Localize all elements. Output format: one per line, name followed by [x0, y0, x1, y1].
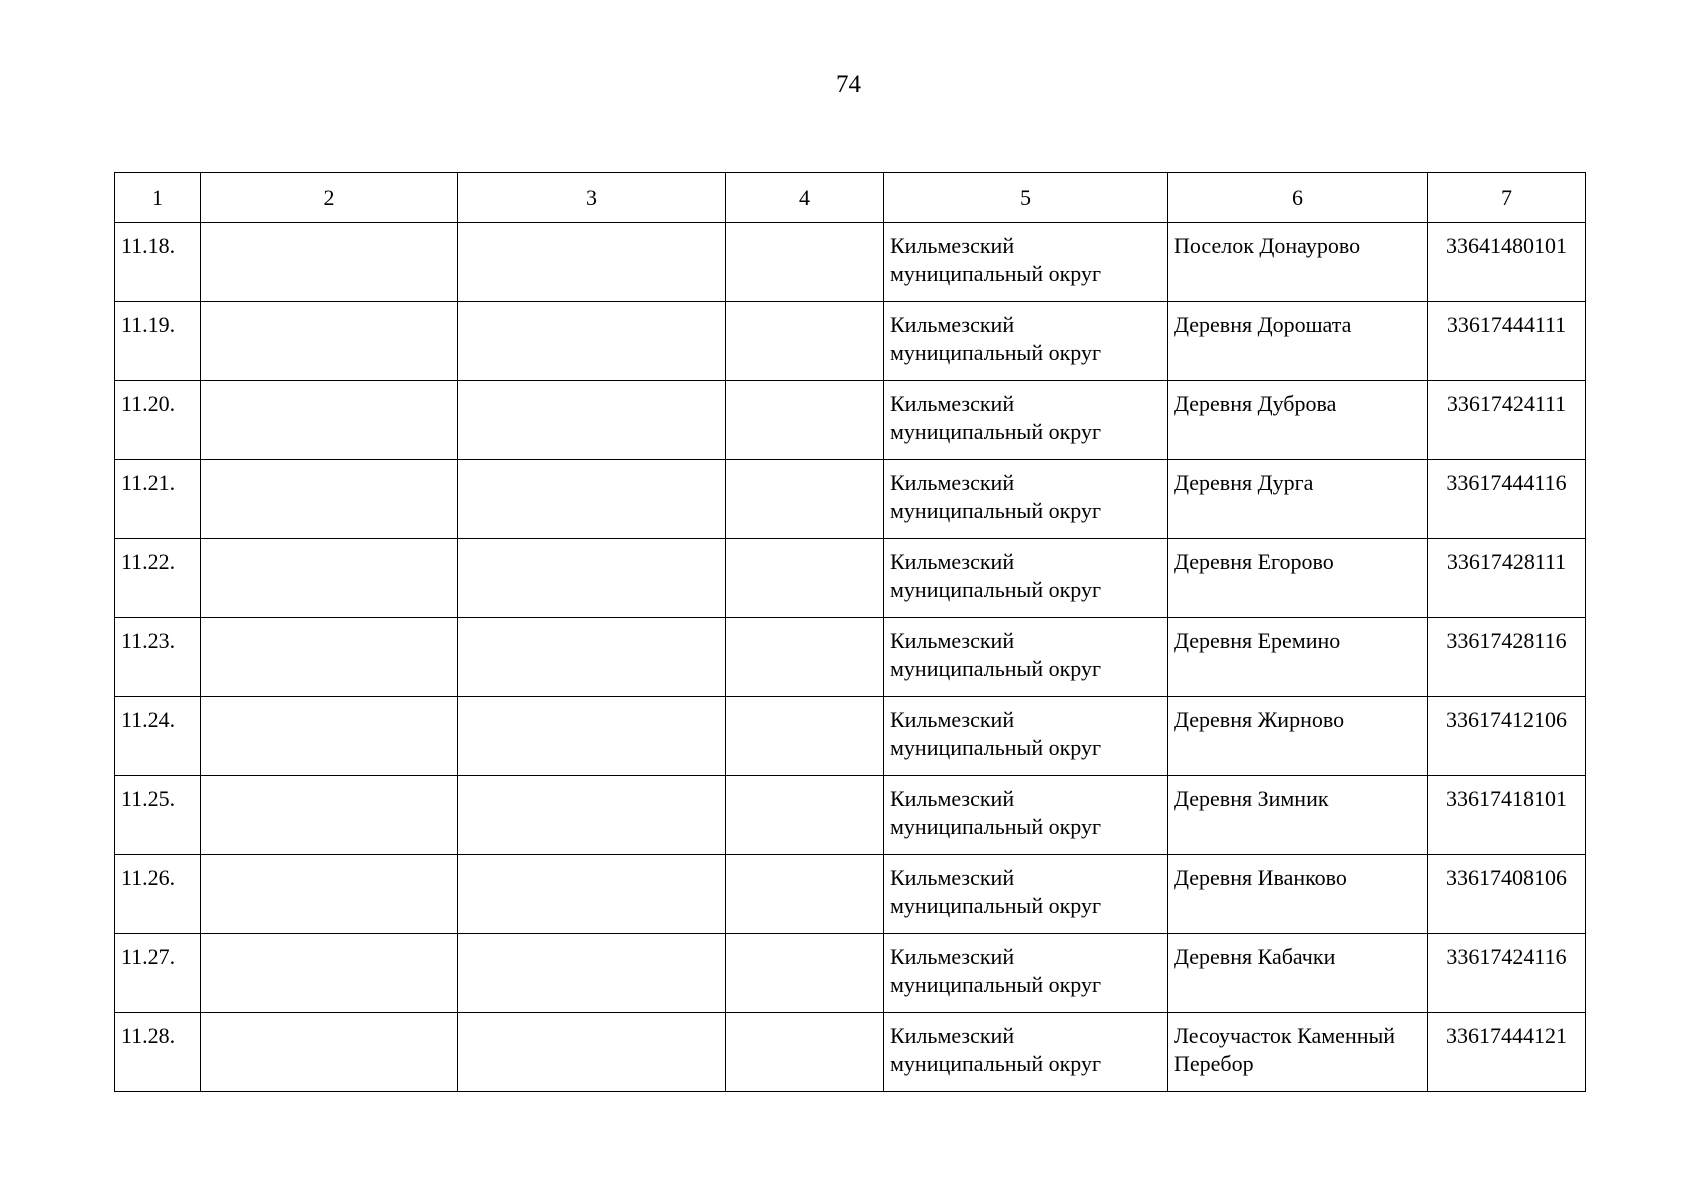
cell-col-4: [726, 776, 884, 855]
district-cell: Кильмезский муниципальный округ: [884, 776, 1168, 855]
cell-col-3: [458, 302, 726, 381]
cell-col-2: [201, 855, 458, 934]
code-cell: 33641480101: [1428, 223, 1586, 302]
table-row: [115, 618, 1586, 697]
code-cell: 33617428116: [1428, 618, 1586, 697]
locality-cell: Деревня Кабачки: [1168, 934, 1428, 1013]
cell-col-3: [458, 539, 726, 618]
table-row: [115, 460, 1586, 539]
table-row: [115, 223, 1586, 302]
row-number: 11.22.: [115, 539, 201, 618]
table-row: [115, 302, 1586, 381]
cell-col-3: [458, 223, 726, 302]
code-cell: 33617412106: [1428, 697, 1586, 776]
table-row: [115, 539, 1586, 618]
district-cell: Кильмезский муниципальный округ: [884, 1013, 1168, 1092]
table-row: [115, 1013, 1586, 1092]
row-number: 11.21.: [115, 460, 201, 539]
code-cell: 33617408106: [1428, 855, 1586, 934]
registry-table: [114, 172, 1586, 1092]
table-row: [115, 934, 1586, 1013]
column-header-6: 6: [1168, 173, 1428, 223]
locality-cell: Деревня Дорошата: [1168, 302, 1428, 381]
row-number: 11.27.: [115, 934, 201, 1013]
cell-col-4: [726, 460, 884, 539]
cell-col-2: [201, 223, 458, 302]
table-row: [115, 776, 1586, 855]
column-header-7: 7: [1428, 173, 1586, 223]
locality-cell: Деревня Егорово: [1168, 539, 1428, 618]
cell-col-3: [458, 381, 726, 460]
cell-col-2: [201, 697, 458, 776]
row-number: 11.24.: [115, 697, 201, 776]
row-number: 11.26.: [115, 855, 201, 934]
cell-col-4: [726, 539, 884, 618]
district-cell: Кильмезский муниципальный округ: [884, 539, 1168, 618]
page-number: 74: [836, 71, 861, 98]
column-header-1: 1: [115, 173, 201, 223]
cell-col-3: [458, 776, 726, 855]
locality-cell: Деревня Дуброва: [1168, 381, 1428, 460]
cell-col-3: [458, 934, 726, 1013]
cell-col-4: [726, 934, 884, 1013]
cell-col-3: [458, 697, 726, 776]
locality-cell: Деревня Дурга: [1168, 460, 1428, 539]
cell-col-2: [201, 302, 458, 381]
district-cell: Кильмезский муниципальный округ: [884, 697, 1168, 776]
district-cell: Кильмезский муниципальный округ: [884, 855, 1168, 934]
code-cell: 33617444111: [1428, 302, 1586, 381]
row-number: 11.28.: [115, 1013, 201, 1092]
district-cell: Кильмезский муниципальный округ: [884, 223, 1168, 302]
cell-col-3: [458, 855, 726, 934]
column-header-4: 4: [726, 173, 884, 223]
code-cell: 33617424111: [1428, 381, 1586, 460]
code-cell: 33617428111: [1428, 539, 1586, 618]
row-number: 11.18.: [115, 223, 201, 302]
row-number: 11.25.: [115, 776, 201, 855]
cell-col-3: [458, 460, 726, 539]
cell-col-3: [458, 618, 726, 697]
row-number: 11.19.: [115, 302, 201, 381]
district-cell: Кильмезский муниципальный округ: [884, 934, 1168, 1013]
code-cell: 33617444116: [1428, 460, 1586, 539]
cell-col-3: [458, 1013, 726, 1092]
code-cell: 33617424116: [1428, 934, 1586, 1013]
locality-cell: Деревня Иванково: [1168, 855, 1428, 934]
cell-col-2: [201, 460, 458, 539]
district-cell: Кильмезский муниципальный округ: [884, 302, 1168, 381]
code-cell: 33617418101: [1428, 776, 1586, 855]
district-cell: Кильмезский муниципальный округ: [884, 618, 1168, 697]
cell-col-2: [201, 776, 458, 855]
table-row: [115, 697, 1586, 776]
cell-col-4: [726, 302, 884, 381]
column-header-5: 5: [884, 173, 1168, 223]
table-row: [115, 381, 1586, 460]
locality-cell: Лесоучасток Каменный Перебор: [1168, 1013, 1428, 1092]
cell-col-4: [726, 855, 884, 934]
cell-col-2: [201, 934, 458, 1013]
district-cell: Кильмезский муниципальный округ: [884, 381, 1168, 460]
column-header-2: 2: [201, 173, 458, 223]
cell-col-4: [726, 381, 884, 460]
table-row: [115, 855, 1586, 934]
cell-col-2: [201, 539, 458, 618]
row-number: 11.23.: [115, 618, 201, 697]
code-cell: 33617444121: [1428, 1013, 1586, 1092]
locality-cell: Деревня Еремино: [1168, 618, 1428, 697]
cell-col-4: [726, 697, 884, 776]
row-number: 11.20.: [115, 381, 201, 460]
district-cell: Кильмезский муниципальный округ: [884, 460, 1168, 539]
locality-cell: Деревня Зимник: [1168, 776, 1428, 855]
cell-col-2: [201, 618, 458, 697]
cell-col-4: [726, 618, 884, 697]
cell-col-2: [201, 1013, 458, 1092]
column-header-3: 3: [458, 173, 726, 223]
locality-cell: Поселок Донаурово: [1168, 223, 1428, 302]
cell-col-2: [201, 381, 458, 460]
cell-col-4: [726, 223, 884, 302]
cell-col-4: [726, 1013, 884, 1092]
locality-cell: Деревня Жирново: [1168, 697, 1428, 776]
header-row: [115, 173, 1586, 223]
